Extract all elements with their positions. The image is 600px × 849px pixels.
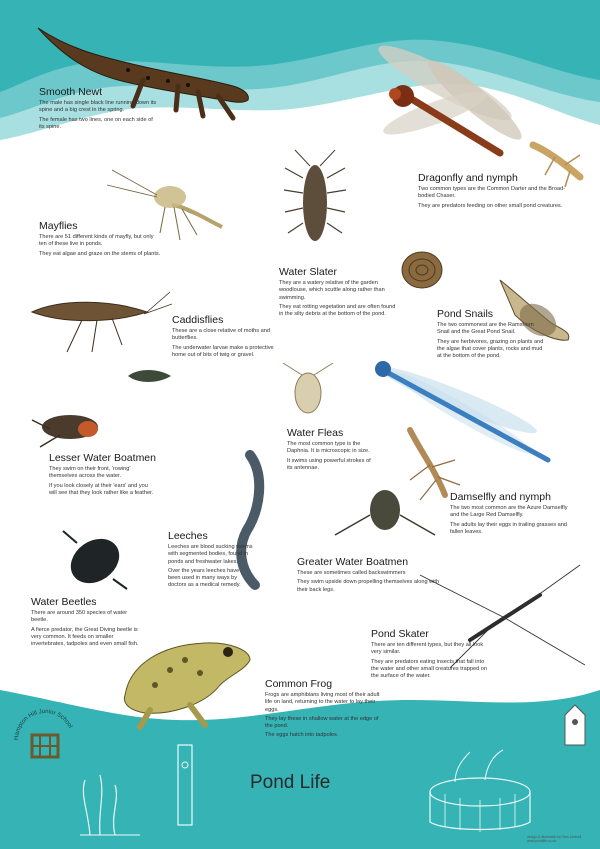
creature-description: The adults lay their eggs in trailing grasses and fallen leaves.: [450, 521, 567, 535]
creature-description: It swims using powerful strokes of its antennae.: [287, 457, 371, 471]
smooth-newt-block: [39, 86, 157, 133]
creature-name: Water Beetles: [31, 596, 97, 608]
nest-box-icon: [560, 700, 590, 750]
creature-description: They swim on their front, 'rowing' themselves across the water.: [49, 466, 131, 480]
water-slater-illustration: [280, 148, 350, 258]
ramshorn-snail-illustration: [398, 248, 448, 293]
creature-name: Pond Skater: [371, 628, 429, 640]
caddisfly-illustration: [22, 290, 172, 360]
creature-description: The underwater larvae make a protective home out of bits of twig or gravel.: [172, 344, 274, 358]
lesser-water-boatmen-block: [49, 452, 157, 499]
water-flea-illustration: [278, 355, 338, 425]
creature-description: These are sometimes called backswimmers: [297, 570, 406, 577]
pond-skater-block: [371, 628, 489, 682]
creature-description: They are herbivores, grazing on plants and the algae that cover plants, rocks and mud at the bottom of the pond.: [437, 338, 544, 360]
damselfly-block: [450, 491, 568, 538]
pond-plants-lineart: [70, 740, 170, 840]
creature-description: They eat algae and graze on the stems of plants.: [39, 250, 161, 257]
creature-description: They are a watery relative of the garden woodlouse, which scuttle along rather than swimming.: [279, 280, 385, 301]
water-slater-block: [279, 266, 397, 320]
svg-text:Hampton Hill Junior School: Hampton Hill Junior School: [13, 708, 73, 741]
creature-name: Damselfly and nymph: [450, 491, 551, 503]
creature-description: The male has single black line running down its spine and a big crest in the spring.: [39, 100, 157, 114]
creature-description: There are around 350 species of water beetle.: [31, 610, 128, 624]
creature-name: Pond Snails: [437, 308, 494, 320]
poster-credit: [527, 835, 597, 844]
creature-description: A fierce predator, the Great Diving beetle is very common. It feeds on smaller invertebrates, tadpoles and even small fish.: [31, 626, 139, 648]
water-beetles-block: [31, 596, 141, 650]
dragonfly-illustration: [365, 28, 545, 168]
poster-title: Pond Life: [250, 772, 331, 793]
creature-description: If you look closely at their 'ears' and you will see that they look rather like a feather.: [49, 482, 154, 496]
leeches-block: [168, 530, 253, 592]
creature-name: Dragonfly and nymph: [418, 172, 518, 184]
creature-description: They swim upside down propelling themselves along with their back legs.: [297, 579, 440, 593]
creature-name: Leeches: [168, 530, 208, 542]
water-fleas-block: [287, 427, 375, 474]
common-frog-block: [265, 678, 383, 742]
creature-description: The female has two lines, one on each side of its spine.: [39, 116, 153, 130]
creature-name: Smooth Newt: [39, 86, 103, 98]
creature-description: There are ten different types, but they all look very similar.: [371, 642, 484, 656]
creature-description: They are predators feeding on other small pond creatures.: [418, 202, 563, 209]
creature-description: The most common type is the Daphnia. It is microscopic in size.: [287, 441, 370, 455]
creature-name: Mayflies: [39, 220, 78, 232]
caddisflies-block: [172, 314, 280, 361]
birdhouse-post-lineart: [170, 740, 200, 830]
creature-description: Over the years leeches have been used in many ways by doctors as a medical remedy.: [168, 567, 241, 589]
creature-description: They eat rotting vegetation and are often found in the silty debris at the bottom of the pond.: [279, 303, 396, 318]
creature-description: They lay these in shallow water at the edge of the pond.: [265, 715, 379, 730]
creature-description: There are 51 different kinds of mayfly, but only ten of these live in ponds.: [39, 234, 154, 248]
credit-line: design & illustration by Tess Lindsell: [527, 835, 582, 839]
creature-name: Common Frog: [265, 678, 333, 690]
credit-line: www.pondlife.co.uk: [527, 839, 557, 844]
creature-name: Caddisflies: [172, 314, 224, 326]
creature-name: Water Slater: [279, 266, 337, 278]
creature-name: Water Fleas: [287, 427, 344, 439]
creature-description: The two commonest are the Ramshorn Snail and the Great Pond Snail.: [437, 322, 534, 336]
creature-name: Lesser Water Boatmen: [49, 452, 156, 464]
dragonfly-block: [418, 172, 568, 212]
greater-water-boatman-illustration: [330, 485, 440, 545]
pond-snails-block: [437, 308, 547, 362]
creature-description: They are predators eating insects that fall into the water and other small creatures trapped on the surface of the water.: [371, 658, 487, 680]
water-beetle-illustration: [55, 525, 135, 595]
greater-water-boatmen-block: [297, 556, 442, 596]
creature-description: These are a close relative of moths and butterflies.: [172, 328, 270, 342]
creature-description: Leeches are blood sucking worms with segmented bodies, found in ponds and freshwater lakes.: [168, 544, 253, 565]
creature-description: Two common types are the Common Darter and the Broad-bodied Chaser.: [418, 186, 566, 200]
creature-description: Frogs are amphibians living most of their adult life on land, returning to the water to lay their eggs.: [265, 692, 380, 713]
mayflies-block: [39, 220, 161, 260]
caddis-larva-illustration: [123, 362, 175, 390]
creature-name: Greater Water Boatmen: [297, 556, 409, 568]
creature-description: The eggs hatch into tadpoles.: [265, 732, 339, 739]
pond-lineart: [425, 742, 535, 837]
lesser-water-boatman-illustration: [30, 405, 105, 450]
creature-description: The two most common are the Azure Damselfly and the Large Red Damselfly.: [450, 505, 568, 519]
